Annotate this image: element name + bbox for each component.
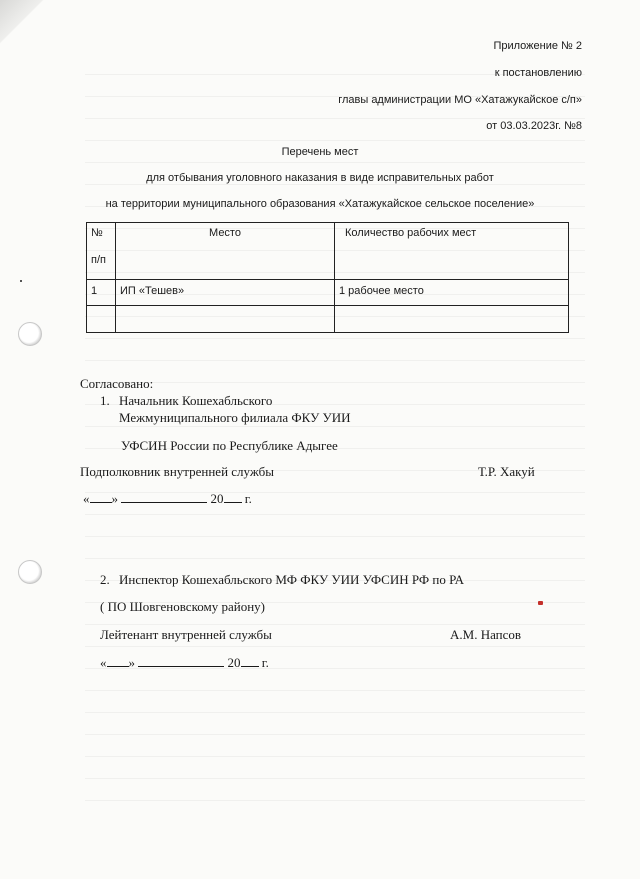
punch-hole-top [18, 322, 42, 346]
row-num: 1 [87, 280, 116, 306]
table-row [87, 280, 569, 306]
date-open-quote: « [100, 655, 107, 670]
appendix-date: от 03.03.2023г. №8 [486, 120, 582, 132]
date-year: 20 [227, 655, 241, 670]
date-suffix: г. [261, 655, 269, 670]
header-count: Количество рабочих мест [335, 223, 569, 280]
row-place: ИП «Тешев» [116, 280, 335, 306]
date-suffix: г. [244, 491, 252, 506]
appendix-authority: главы администрации МО «Хатажукайское с/п» [338, 94, 582, 106]
table-header-row [87, 223, 569, 280]
date-year: 20 [210, 491, 224, 506]
header-place: Место [116, 223, 335, 280]
approval-2-date [100, 654, 269, 671]
page-fold-corner [0, 0, 44, 44]
approval-2-signer: А.М. Напсов [450, 627, 522, 642]
approval-1-position: Подполковник внутренней службы [80, 464, 275, 479]
date-month-blank [121, 490, 207, 503]
places-table [86, 222, 569, 333]
approval-2-number: 2. [100, 572, 110, 587]
header-num-symbol: № [91, 227, 103, 239]
approval-heading: Согласовано: [80, 376, 154, 391]
document-subtitle-2: на территории муниципального образования «Хатажукайское сельское поселение» [105, 198, 535, 210]
punch-hole-bottom [18, 560, 42, 584]
approval-2-line2: ( ПО Шовгеновскому району) [100, 599, 265, 614]
date-day-blank [90, 490, 112, 503]
row-num [87, 306, 116, 333]
scan-speck [20, 280, 22, 282]
approval-1-line1: Начальник Кошехабльского [119, 393, 273, 408]
approval-1-number: 1. [100, 393, 110, 408]
document-title: Перечень мест [281, 146, 359, 158]
date-year-blank [224, 490, 242, 503]
red-ink-mark [538, 601, 543, 605]
approval-1-line2: Межмуниципального филиала ФКУ УИИ [119, 410, 351, 425]
header-num-label: п/п [91, 254, 106, 266]
date-day-blank [107, 654, 129, 667]
approval-1-line3: УФСИН России по Республике Адыгее [121, 438, 338, 453]
date-year-blank [241, 654, 259, 667]
approval-2-position: Лейтенант внутренней службы [100, 627, 272, 642]
document-subtitle-1: для отбывания уголовного наказания в виде исправительных работ [146, 172, 494, 184]
table-row-empty [87, 306, 569, 333]
date-month-blank [138, 654, 224, 667]
appendix-number: Приложение № 2 [493, 40, 582, 52]
approval-1-date [83, 490, 252, 507]
row-place [116, 306, 335, 333]
row-count: 1 рабочее место [335, 280, 569, 306]
header-num [87, 223, 116, 280]
appendix-ref: к постановлению [494, 67, 582, 79]
date-open-quote: « [83, 491, 90, 506]
row-count [335, 306, 569, 333]
date-close-quote: » [128, 655, 135, 670]
approval-1-signer: Т.Р. Хакуй [478, 464, 535, 479]
date-close-quote: » [111, 491, 118, 506]
approval-2-line1: Инспектор Кошехабльского МФ ФКУ УИИ УФСИН РФ по РА [119, 572, 465, 587]
